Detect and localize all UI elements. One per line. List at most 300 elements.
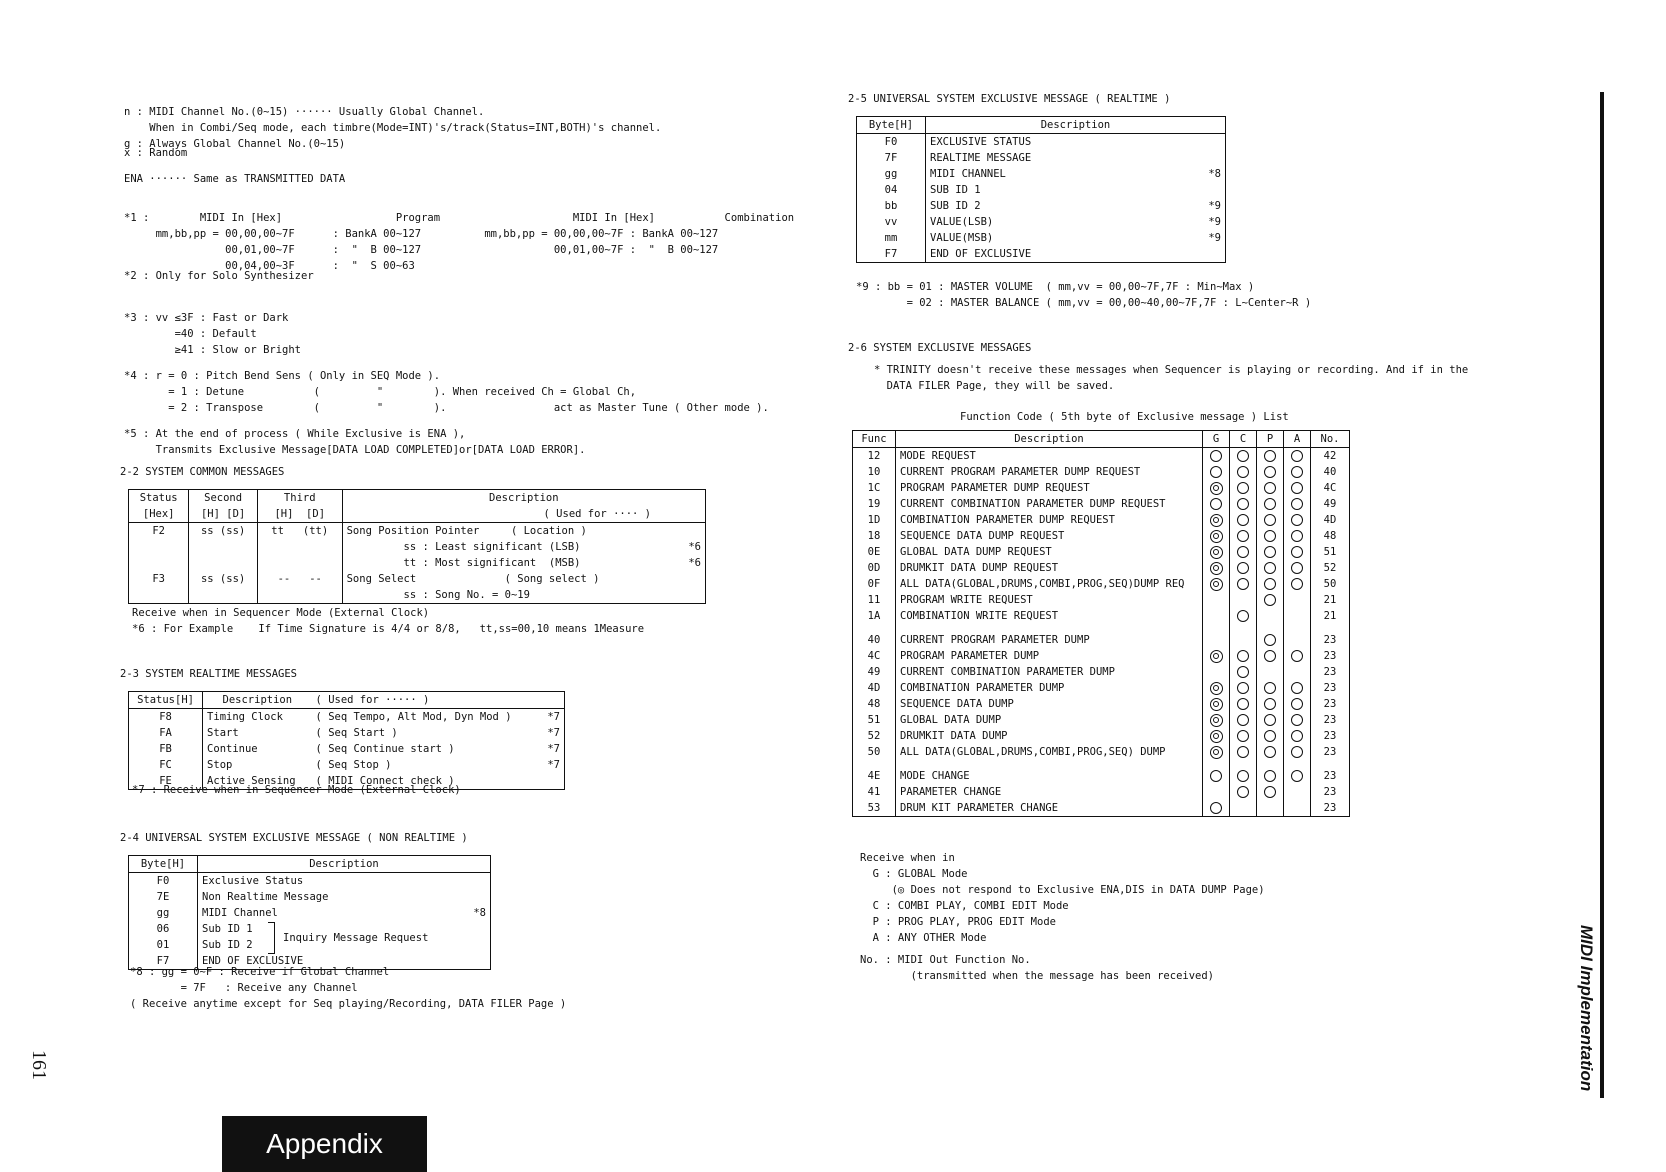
mark-cell — [1257, 800, 1284, 817]
cell: 18 — [867, 530, 881, 542]
cell: F7 — [156, 955, 170, 967]
mark-cell — [1257, 680, 1284, 696]
cell: 0D — [867, 562, 881, 574]
cell: ss (ss) — [189, 523, 258, 540]
footnote-2: *2 : Only for Solo Synthesizer — [124, 270, 314, 282]
cell: FC — [159, 759, 172, 771]
mark-cell — [1203, 728, 1230, 744]
cell: 1A — [867, 610, 881, 622]
note-n-line1: n : MIDI Channel No.(0~15) ······ Usually Global Channel. — [124, 106, 485, 118]
cell: COMBINATION WRITE REQUEST — [896, 608, 1203, 624]
cell: *7 — [547, 727, 560, 739]
circle-mark-icon — [1291, 650, 1303, 662]
table-row — [853, 560, 1350, 576]
cell: FE — [159, 775, 172, 787]
table-row — [853, 448, 1350, 465]
cell: 4C — [1311, 480, 1350, 496]
note-line: ( Receive anytime except for Seq playing/Recording, DATA FILER Page ) — [130, 998, 567, 1010]
table-row — [853, 576, 1350, 592]
table-row — [853, 648, 1350, 664]
circle-mark-icon — [1264, 530, 1276, 542]
cell: END OF EXCLUSIVE — [926, 246, 1177, 263]
col-used-for: ( Used for ····· ) — [312, 692, 565, 709]
circle-mark-icon — [1291, 562, 1303, 574]
mark-cell — [1257, 464, 1284, 480]
cell: 50 — [1311, 576, 1350, 592]
mark-cell — [1257, 744, 1284, 760]
cell: Start — [203, 725, 312, 741]
function-code-body — [853, 448, 1350, 817]
cell: Stop — [203, 757, 312, 773]
cell — [451, 921, 491, 937]
cell: bb — [884, 200, 898, 212]
cell: GLOBAL DATA DUMP REQUEST — [896, 544, 1203, 560]
circle-mark-icon — [1291, 530, 1303, 542]
mark-cell — [1257, 560, 1284, 576]
circle-mark-icon — [1237, 514, 1249, 526]
table-row — [853, 664, 1350, 680]
system-realtime-table — [128, 691, 565, 790]
cell: MIDI Channel — [198, 905, 451, 921]
circle-mark-icon — [1291, 482, 1303, 494]
mark-cell — [1257, 760, 1284, 768]
section-heading: 2-5 UNIVERSAL SYSTEM EXCLUSIVE MESSAGE ( REALTIME ) — [848, 93, 1171, 105]
cell: 23 — [1311, 712, 1350, 728]
cell: ss : Least significant (LSB) — [342, 539, 678, 555]
cell: 4D — [867, 682, 881, 694]
cell: 49 — [867, 666, 881, 678]
circle-mark-icon — [1237, 730, 1249, 742]
table-row — [853, 680, 1350, 696]
double-circle-mark-icon — [1210, 546, 1223, 559]
mark-cell — [1230, 680, 1257, 696]
mark-cell — [1230, 464, 1257, 480]
cell: 41 — [867, 786, 881, 798]
cell: 7F — [884, 152, 898, 164]
cell: SEQUENCE DATA DUMP — [896, 696, 1203, 712]
col-second — [189, 490, 258, 523]
mark-cell — [1203, 512, 1230, 528]
circle-mark-icon — [1237, 698, 1249, 710]
mark-cell — [1230, 512, 1257, 528]
footnote-3-line: *3 : vv ≤3F : Fast or Dark — [124, 312, 289, 324]
cell: FA — [159, 727, 172, 739]
cell: *7 — [547, 711, 560, 723]
table-row — [129, 555, 706, 571]
cell: PARAMETER CHANGE — [896, 784, 1203, 800]
table-row — [853, 512, 1350, 528]
cell — [451, 873, 491, 890]
cell: 50 — [867, 746, 881, 758]
table-row — [129, 523, 706, 540]
mark-cell — [1203, 768, 1230, 784]
cell: REALTIME MESSAGE — [926, 150, 1177, 166]
circle-mark-icon — [1264, 730, 1276, 742]
table-caption: Function Code ( 5th byte of Exclusive message ) List — [960, 411, 1289, 423]
mark-cell — [1284, 632, 1311, 648]
cell — [257, 539, 342, 555]
mark-cell — [1203, 480, 1230, 496]
mark-cell — [1203, 608, 1230, 624]
cell: CURRENT PROGRAM PARAMETER DUMP — [896, 632, 1203, 648]
cell: COMBINATION PARAMETER DUMP — [896, 680, 1203, 696]
mark-cell — [1284, 648, 1311, 664]
table-row — [857, 134, 1226, 151]
mark-cell — [1284, 608, 1311, 624]
mark-cell — [1230, 592, 1257, 608]
table-row — [129, 889, 491, 905]
cell: 01 — [156, 939, 170, 951]
circle-mark-icon — [1264, 498, 1276, 510]
footnote-4-line: *4 : r = 0 : Pitch Bend Sens ( Only in SEQ Mode ). — [124, 370, 441, 382]
col-byte: Byte[H] — [857, 117, 926, 134]
circle-mark-icon — [1264, 466, 1276, 478]
circle-mark-icon — [1237, 770, 1249, 782]
mark-cell — [1230, 648, 1257, 664]
section-heading: 2-2 SYSTEM COMMON MESSAGES — [120, 466, 285, 478]
footnote-1-line: 00,04,00~3F : " S 00~63 — [124, 260, 415, 272]
mark-cell — [1230, 528, 1257, 544]
circle-mark-icon — [1210, 770, 1222, 782]
mark-cell — [1257, 576, 1284, 592]
mark-cell — [1230, 760, 1257, 768]
mark-cell — [1284, 576, 1311, 592]
cell: 21 — [1311, 592, 1350, 608]
note-n-line2: When in Combi/Seq mode, each timbre(Mode=INT)'s/track(Status=INT,BOTH)'s channel. — [124, 122, 662, 134]
cell: gg — [884, 168, 898, 180]
cell: SEQUENCE DATA DUMP REQUEST — [896, 528, 1203, 544]
mark-cell — [1203, 648, 1230, 664]
circle-mark-icon — [1237, 450, 1249, 462]
mark-cell — [1284, 480, 1311, 496]
mark-cell — [1257, 784, 1284, 800]
cell: 7E — [156, 891, 170, 903]
table-row — [853, 528, 1350, 544]
cell: Sub ID 2 — [198, 937, 451, 953]
mark-cell — [1230, 576, 1257, 592]
circle-mark-icon — [1291, 498, 1303, 510]
cell: CURRENT COMBINATION PARAMETER DUMP REQUEST — [896, 496, 1203, 512]
col-no: No. — [1311, 431, 1350, 448]
mark-cell — [1284, 712, 1311, 728]
table-row — [853, 624, 1350, 632]
cell: F0 — [156, 875, 170, 887]
cell: SUB ID 1 — [926, 182, 1177, 198]
cell: 0E — [867, 546, 881, 558]
cell: 23 — [1311, 648, 1350, 664]
col-p: P — [1257, 431, 1284, 448]
circle-mark-icon — [1237, 578, 1249, 590]
cell: MODE CHANGE — [896, 768, 1203, 784]
circle-mark-icon — [1291, 770, 1303, 782]
circle-mark-icon — [1291, 450, 1303, 462]
cell — [257, 587, 342, 604]
cell: 40 — [867, 634, 881, 646]
table-row — [129, 741, 565, 757]
circle-mark-icon — [1264, 450, 1276, 462]
table-header-row — [857, 117, 1226, 134]
mark-cell — [1284, 496, 1311, 512]
cell: Sub ID 1 — [198, 921, 451, 937]
sec24-note — [130, 964, 566, 1012]
circle-mark-icon — [1264, 682, 1276, 694]
cell: 23 — [1311, 696, 1350, 712]
side-rule — [1600, 92, 1604, 1098]
cell: 11 — [867, 594, 881, 606]
cell: Active Sensing — [203, 773, 312, 790]
cell: 23 — [1311, 680, 1350, 696]
circle-mark-icon — [1264, 786, 1276, 798]
function-code-table — [852, 430, 1350, 817]
mark-cell — [1284, 680, 1311, 696]
legend-line: C : COMBI PLAY, COMBI EDIT Mode — [860, 900, 1069, 912]
table-row — [129, 571, 706, 587]
cell: vv — [884, 216, 898, 228]
mark-cell — [1203, 624, 1230, 632]
mark-cell — [1257, 664, 1284, 680]
mark-cell — [1284, 696, 1311, 712]
header-label: [H] [D] — [274, 508, 326, 520]
col-func: Func — [853, 431, 896, 448]
circle-mark-icon — [1264, 714, 1276, 726]
mark-cell — [1203, 712, 1230, 728]
section-heading: 2-4 UNIVERSAL SYSTEM EXCLUSIVE MESSAGE ( NON REALTIME ) — [120, 832, 468, 844]
table-row — [129, 905, 491, 921]
mark-cell — [1257, 480, 1284, 496]
circle-mark-icon — [1264, 578, 1276, 590]
cell: F2 — [152, 525, 165, 537]
circle-mark-icon — [1237, 546, 1249, 558]
header-label: [Hex] — [142, 508, 175, 520]
cell: ALL DATA(GLOBAL,DRUMS,COMBI,PROG,SEQ) DUMP — [896, 744, 1203, 760]
cell: 23 — [1311, 744, 1350, 760]
header-label: Second — [204, 492, 243, 504]
circle-mark-icon — [1264, 650, 1276, 662]
cell — [129, 555, 189, 571]
cell: *6 — [688, 541, 701, 553]
table-row — [857, 246, 1226, 263]
mark-cell — [1203, 528, 1230, 544]
mark-cell — [1257, 768, 1284, 784]
cell: F8 — [159, 711, 172, 723]
circle-mark-icon — [1291, 546, 1303, 558]
circle-mark-icon — [1210, 498, 1222, 510]
header-label: [H] [D] — [200, 508, 246, 520]
cell: ss (ss) — [189, 571, 258, 587]
double-circle-mark-icon — [1210, 714, 1223, 727]
sec22-note — [132, 605, 644, 637]
mark-cell — [1257, 592, 1284, 608]
no-legend — [860, 952, 1214, 984]
cell: EXCLUSIVE STATUS — [926, 134, 1177, 151]
cell: 23 — [1311, 664, 1350, 680]
note-g: g : Always Global Channel No.(0~15) — [124, 138, 346, 150]
table-row — [129, 587, 706, 604]
mark-cell — [1230, 784, 1257, 800]
note-line: = 02 : MASTER BALANCE ( mm,vv = 00,00~40,00~7F,7F : L~Center~R ) — [856, 297, 1312, 309]
table-row — [857, 166, 1226, 182]
cell: *9 — [1208, 232, 1221, 244]
circle-mark-icon — [1210, 450, 1222, 462]
cell: mm — [884, 232, 898, 244]
header-label: ( Used for ···· ) — [543, 508, 651, 520]
cell: 1C — [867, 482, 881, 494]
table-row — [853, 464, 1350, 480]
legend-line: P : PROG PLAY, PROG EDIT Mode — [860, 916, 1056, 928]
mark-cell — [1230, 664, 1257, 680]
col-status: Status[H] — [129, 692, 203, 709]
table-row — [129, 725, 565, 741]
circle-mark-icon — [1210, 802, 1222, 814]
legend-line: G : GLOBAL Mode — [860, 868, 968, 880]
cell — [896, 624, 1203, 632]
circle-mark-icon — [1264, 746, 1276, 758]
mark-cell — [1257, 496, 1284, 512]
mark-cell — [1284, 512, 1311, 528]
cell: 40 — [1311, 464, 1350, 480]
mark-cell — [1257, 608, 1284, 624]
cell: 04 — [884, 184, 898, 196]
cell: PROGRAM PARAMETER DUMP — [896, 648, 1203, 664]
header-label: Status — [139, 492, 178, 504]
cell: 21 — [1311, 608, 1350, 624]
cell: COMBINATION PARAMETER DUMP REQUEST — [896, 512, 1203, 528]
cell: *7 — [547, 743, 560, 755]
col-description: Description — [203, 692, 312, 709]
mark-cell — [1284, 800, 1311, 817]
cell: 23 — [1311, 768, 1350, 784]
col-description: Description — [198, 856, 491, 873]
note-line: *6 : For Example If Time Signature is 4/4 or 8/8, tt,ss=00,10 means 1Measure — [132, 623, 645, 635]
double-circle-mark-icon — [1210, 578, 1223, 591]
circle-mark-icon — [1264, 594, 1276, 606]
col-status — [129, 490, 189, 523]
cell — [1311, 760, 1350, 768]
mark-cell — [1203, 576, 1230, 592]
cell — [853, 760, 896, 768]
legend-line: No. : MIDI Out Function No. — [860, 954, 1031, 966]
table-row — [857, 150, 1226, 166]
sec26-intro — [874, 362, 1468, 394]
mark-cell — [1203, 664, 1230, 680]
table-row — [857, 198, 1226, 214]
cell: VALUE(MSB) — [926, 230, 1177, 246]
cell: FB — [159, 743, 172, 755]
page-number: 161 — [28, 1050, 50, 1080]
cell — [189, 587, 258, 604]
cell — [129, 539, 189, 555]
mark-cell — [1203, 544, 1230, 560]
footnote-1-line: mm,bb,pp = 00,00,00~7F : BankA 00~127 mm,bb,pp = 00,00,00~7F : BankA 00~127 — [124, 228, 719, 240]
mark-cell — [1257, 648, 1284, 664]
universal-realtime-table — [856, 116, 1226, 263]
circle-mark-icon — [1264, 562, 1276, 574]
cell: CURRENT COMBINATION PARAMETER DUMP — [896, 664, 1203, 680]
mark-cell — [1230, 624, 1257, 632]
cell — [189, 539, 258, 555]
col-third — [257, 490, 342, 523]
table-header-row — [129, 490, 706, 523]
mark-cell — [1203, 760, 1230, 768]
note-line: *8 : gg = 0~F : Receive if Global Channel — [130, 966, 390, 978]
table-row — [857, 230, 1226, 246]
receive-legend — [860, 834, 1265, 962]
cell: DRUMKIT DATA DUMP REQUEST — [896, 560, 1203, 576]
double-circle-mark-icon — [1210, 482, 1223, 495]
double-circle-mark-icon — [1210, 730, 1223, 743]
circle-mark-icon — [1264, 482, 1276, 494]
table-row — [853, 592, 1350, 608]
cell: SUB ID 2 — [926, 198, 1177, 214]
table-row — [857, 182, 1226, 198]
circle-mark-icon — [1264, 698, 1276, 710]
circle-mark-icon — [1237, 530, 1249, 542]
mark-cell — [1230, 768, 1257, 784]
cell — [678, 571, 705, 587]
cell: ( Seq Tempo, Alt Mod, Dyn Mod ) — [315, 711, 512, 723]
table-row — [129, 873, 491, 890]
table-row — [853, 800, 1350, 817]
circle-mark-icon — [1264, 514, 1276, 526]
cell: 06 — [156, 923, 170, 935]
mark-cell — [1284, 624, 1311, 632]
table-header-row — [129, 856, 491, 873]
table-row — [853, 744, 1350, 760]
cell: 23 — [1311, 784, 1350, 800]
circle-mark-icon — [1237, 610, 1249, 622]
footnote-1-line: *1 : MIDI In [Hex] Program MIDI In [Hex] Combination — [124, 212, 795, 224]
cell: Song Position Pointer ( Location ) — [342, 523, 678, 540]
cell: tt (tt) — [257, 523, 342, 540]
sec23-note: *7 : Receive when in Sequencer Mode (External Clock) — [132, 784, 461, 796]
circle-mark-icon — [1291, 578, 1303, 590]
footnote-5-line: Transmits Exclusive Message[DATA LOAD COMPLETED]or[DATA LOAD ERROR]. — [124, 444, 586, 456]
circle-mark-icon — [1237, 466, 1249, 478]
double-circle-mark-icon — [1210, 562, 1223, 575]
cell: GLOBAL DATA DUMP — [896, 712, 1203, 728]
col-c: C — [1230, 431, 1257, 448]
table-row — [129, 539, 706, 555]
cell: PROGRAM PARAMETER DUMP REQUEST — [896, 480, 1203, 496]
mark-cell — [1284, 728, 1311, 744]
table-row — [129, 757, 565, 773]
cell: 19 — [867, 498, 881, 510]
mark-cell — [1257, 712, 1284, 728]
cell: *7 — [547, 759, 560, 771]
double-circle-mark-icon — [1210, 530, 1223, 543]
cell: DRUMKIT DATA DUMP — [896, 728, 1203, 744]
cell: ALL DATA(GLOBAL,DRUMS,COMBI,PROG,SEQ)DUMP REQ — [896, 576, 1203, 592]
mark-cell — [1230, 728, 1257, 744]
cell: 52 — [1311, 560, 1350, 576]
cell: *9 — [1208, 200, 1221, 212]
notes-block — [124, 88, 661, 168]
cell: 10 — [867, 466, 881, 478]
double-circle-mark-icon — [1210, 514, 1223, 527]
footnote-4-line: = 2 : Transpose ( " ). act as Master Tune ( Other mode ). — [124, 402, 769, 414]
cell: 23 — [1311, 728, 1350, 744]
note-line: = 7F : Receive any Channel — [130, 982, 358, 994]
mark-cell — [1230, 696, 1257, 712]
cell: Continue — [203, 741, 312, 757]
mark-cell — [1284, 592, 1311, 608]
cell: 23 — [1311, 632, 1350, 648]
mark-cell — [1203, 632, 1230, 648]
cell: F7 — [884, 248, 898, 260]
table-row — [857, 214, 1226, 230]
mark-cell — [1203, 496, 1230, 512]
col-byte: Byte[H] — [129, 856, 198, 873]
